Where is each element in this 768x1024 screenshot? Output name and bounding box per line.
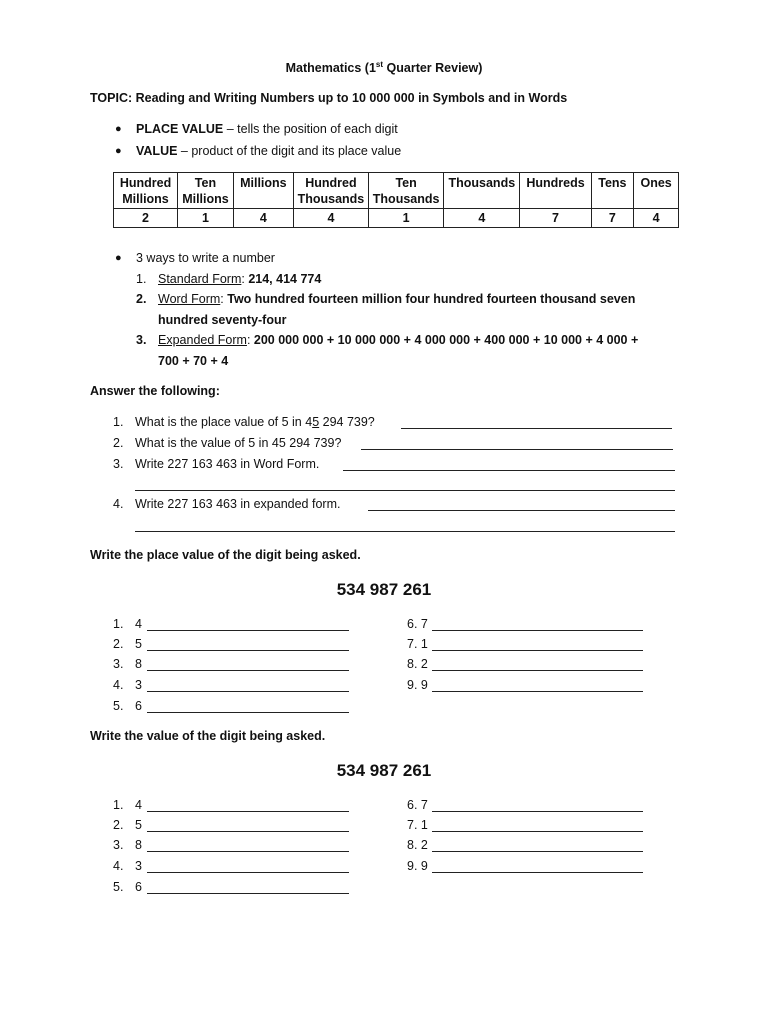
table-header-cell: Tens <box>591 173 634 209</box>
exercise-item: 6. 7 <box>407 617 428 631</box>
exercise-item: 2. 5 <box>113 637 142 651</box>
answer-line[interactable] <box>147 872 349 873</box>
table-header-cell: Ten Millions <box>178 173 234 209</box>
question-item: 4. Write 227 163 463 in expanded form. <box>113 497 341 511</box>
exercise-item: 4. 3 <box>113 678 142 692</box>
definition-term: VALUE <box>136 144 178 158</box>
place-value-section-heading: Write the place value of the digit being asked. <box>90 548 361 562</box>
definition-place-value <box>136 122 398 136</box>
title-pre: Mathematics (1 <box>285 61 376 76</box>
question-item: 1. What is the place value of 5 in 45 294 739? <box>113 415 375 429</box>
exercise-item: 7. 1 <box>407 637 428 651</box>
page-title <box>0 60 768 75</box>
answer-line[interactable] <box>401 428 672 429</box>
title-sup: st <box>375 60 384 69</box>
exercise-item: 3. 8 <box>113 838 142 852</box>
ways-value-continued: 700 + 70 + 4 <box>158 354 229 368</box>
ways-label: Standard Form <box>158 272 242 286</box>
exercise-item: 6. 7 <box>407 798 428 812</box>
exercise-item: 8. 2 <box>407 838 428 852</box>
exercise-item: 1. 4 <box>113 617 142 631</box>
place-value-table <box>113 172 679 228</box>
question-item: 2. What is the value of 5 in 45 294 739? <box>113 436 342 450</box>
table-header-cell: Millions <box>233 173 293 209</box>
answer-heading: Answer the following: <box>90 384 220 398</box>
bullet-dot: ● <box>115 252 122 264</box>
exercise-item: 7. 1 <box>407 818 428 832</box>
exercise-item: 3. 8 <box>113 657 142 671</box>
answer-line[interactable] <box>368 510 675 511</box>
definition-text: – tells the position of each digit <box>223 122 398 136</box>
ways-intro: 3 ways to write a number <box>136 251 275 265</box>
answer-line[interactable] <box>135 531 675 532</box>
table-cell: 4 <box>444 209 520 228</box>
definition-value <box>136 144 401 158</box>
bullet-dot: ● <box>115 145 122 157</box>
answer-line[interactable] <box>432 831 643 832</box>
ways-value: 200 000 000 + 10 000 000 + 4 000 000 + 400 000 + 10 000 + 4 000 + <box>253 333 639 347</box>
value-section-heading: Write the value of the digit being asked. <box>90 729 326 743</box>
answer-line[interactable] <box>147 691 349 692</box>
table-cell: 4 <box>634 209 679 228</box>
ways-item-expanded: 3. Expanded Form: 200 000 000 + 10 000 000 + 4 000 000 + 400 000 + 10 000 + 4 000 + <box>136 333 639 347</box>
answer-line[interactable] <box>147 811 349 812</box>
table-header-cell: Hundred Thousands <box>293 173 368 209</box>
table-header-cell: Ten Thousands <box>369 173 444 209</box>
exercise-item: 1. 4 <box>113 798 142 812</box>
table-cell: 7 <box>591 209 634 228</box>
exercise-item: 5. 6 <box>113 880 142 894</box>
table-value-row <box>114 209 679 228</box>
table-cell: 1 <box>178 209 234 228</box>
table-cell: 7 <box>520 209 591 228</box>
answer-line[interactable] <box>147 650 349 651</box>
definition-term: PLACE VALUE <box>136 122 224 136</box>
answer-line[interactable] <box>432 650 643 651</box>
definition-text: – product of the digit and its place value <box>177 144 402 158</box>
table-cell: 4 <box>233 209 293 228</box>
topic-heading: TOPIC: Reading and Writing Numbers up to 10 000 000 in Symbols and in Words <box>90 91 568 105</box>
answer-line[interactable] <box>135 490 675 491</box>
answer-line[interactable] <box>147 831 349 832</box>
answer-line[interactable] <box>147 893 349 894</box>
exercise-item: 9. 9 <box>407 678 428 692</box>
answer-line[interactable] <box>147 712 349 713</box>
exercise-item: 4. 3 <box>113 859 142 873</box>
value-section-number: 534 987 261 <box>336 761 432 780</box>
title-post: Quarter Review) <box>383 61 483 76</box>
answer-line[interactable] <box>432 851 643 852</box>
place-value-section-number: 534 987 261 <box>336 580 432 599</box>
ways-label: Word Form <box>158 292 221 306</box>
answer-line[interactable] <box>432 630 643 631</box>
answer-line[interactable] <box>361 449 673 450</box>
ways-value: 214, 414 774 <box>248 272 322 286</box>
table-cell: 4 <box>293 209 368 228</box>
ways-item-standard: 1. Standard Form: 214, 414 774 <box>136 272 322 286</box>
exercise-item: 9. 9 <box>407 859 428 873</box>
table-header-cell: Ones <box>634 173 679 209</box>
exercise-item: 5. 6 <box>113 699 142 713</box>
table-cell: 2 <box>114 209 178 228</box>
ways-value: Two hundred fourteen million four hundred fourteen thousand seven <box>227 292 636 306</box>
ways-item-word: 2. Word Form: Two hundred fourteen million four hundred fourteen thousand seven <box>136 292 636 306</box>
answer-line[interactable] <box>432 872 643 873</box>
answer-line[interactable] <box>432 670 643 671</box>
exercise-item: 8. 2 <box>407 657 428 671</box>
table-header-cell: Thousands <box>444 173 520 209</box>
answer-line[interactable] <box>432 811 643 812</box>
answer-line[interactable] <box>147 630 349 631</box>
ways-value-continued: hundred seventy-four <box>158 313 287 327</box>
answer-line[interactable] <box>343 470 675 471</box>
table-cell: 1 <box>369 209 444 228</box>
answer-line[interactable] <box>147 670 349 671</box>
bullet-dot: ● <box>115 123 122 135</box>
table-header-cell: Hundred Millions <box>114 173 178 209</box>
answer-line[interactable] <box>432 691 643 692</box>
ways-label: Expanded Form <box>158 333 247 347</box>
table-header-row <box>114 173 679 209</box>
answer-line[interactable] <box>147 851 349 852</box>
question-item: 3. Write 227 163 463 in Word Form. <box>113 457 320 471</box>
exercise-item: 2. 5 <box>113 818 142 832</box>
table-header-cell: Hundreds <box>520 173 591 209</box>
